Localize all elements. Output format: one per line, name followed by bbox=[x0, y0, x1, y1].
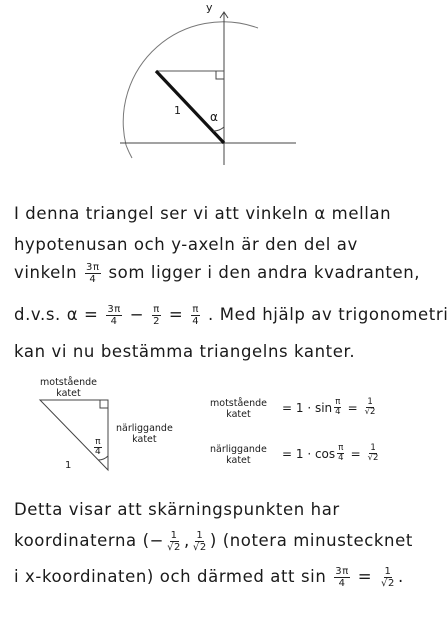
hypotenuse-label: 1 bbox=[174, 104, 181, 117]
equals-sign: = bbox=[168, 305, 184, 324]
para1-line5: kan vi nu bestämma triangelns kanter. bbox=[14, 342, 356, 361]
para2-line3: i x-koordinaten) och därmed att sin $\frac{3\pi}{4}$ = $\frac{1}{√2}$ . bbox=[14, 566, 404, 589]
para2-line2: koordinaterna (− $\frac{1}{√2}$ , $\frac{1}{√2}$ ) (notera minustecknet bbox=[14, 530, 413, 553]
small-triangle-top-label: motstående katet bbox=[40, 377, 98, 399]
para1-line3 bbox=[14, 262, 420, 285]
para1-line4-b: . Med hjälp av trigonometri bbox=[208, 305, 448, 324]
fraction-pi-2: $\frac{\pi}{2}$ bbox=[153, 304, 161, 327]
minus-sign: − bbox=[129, 305, 145, 324]
para1-line4-a: d.v.s. α = bbox=[14, 305, 99, 324]
fraction-pi-4: $\frac{\pi}{4}$ bbox=[192, 304, 200, 327]
eq1-label: motstående katet bbox=[210, 398, 268, 420]
unit-circle-arc bbox=[123, 22, 258, 145]
fraction-3pi-4: $\frac{3\pi}{4}$ bbox=[86, 262, 100, 285]
eq2-label: närliggande katet bbox=[210, 444, 267, 466]
para1-line2: hypotenusan och y-axeln är den del av bbox=[14, 235, 358, 254]
para2-line1: Detta visar att skärningspunkten har bbox=[14, 500, 340, 519]
unit-circle-figure bbox=[0, 0, 420, 170]
small-triangle-side-label: närliggande katet bbox=[116, 423, 173, 445]
angle-arc bbox=[213, 127, 224, 131]
fraction-3pi-4: $\frac{3\pi}{4}$ bbox=[107, 304, 121, 327]
para1-line4 bbox=[14, 304, 448, 327]
eq1-expression: = 1 · sin $\frac{\pi}{4}$ = $\frac{1}{√2}$ bbox=[282, 397, 376, 417]
y-axis-label: y bbox=[206, 1, 213, 14]
para1-line3-a: vinkeln bbox=[14, 263, 78, 282]
right-angle-mark bbox=[216, 71, 224, 79]
para1-line3-b: som ligger i den andra kvadranten, bbox=[108, 263, 421, 282]
angle-alpha-label: α bbox=[210, 110, 218, 124]
para1-line1: I denna triangel ser vi att vinkeln α mellan bbox=[14, 204, 392, 223]
hypotenuse bbox=[156, 71, 224, 143]
small-triangle-angle: $\frac{\pi}{4}$ bbox=[95, 437, 101, 457]
eq2-expression: = 1 · cos $\frac{\pi}{4}$ = $\frac{1}{√2}$ bbox=[282, 443, 379, 463]
small-triangle-hyp-label: 1 bbox=[65, 460, 72, 471]
